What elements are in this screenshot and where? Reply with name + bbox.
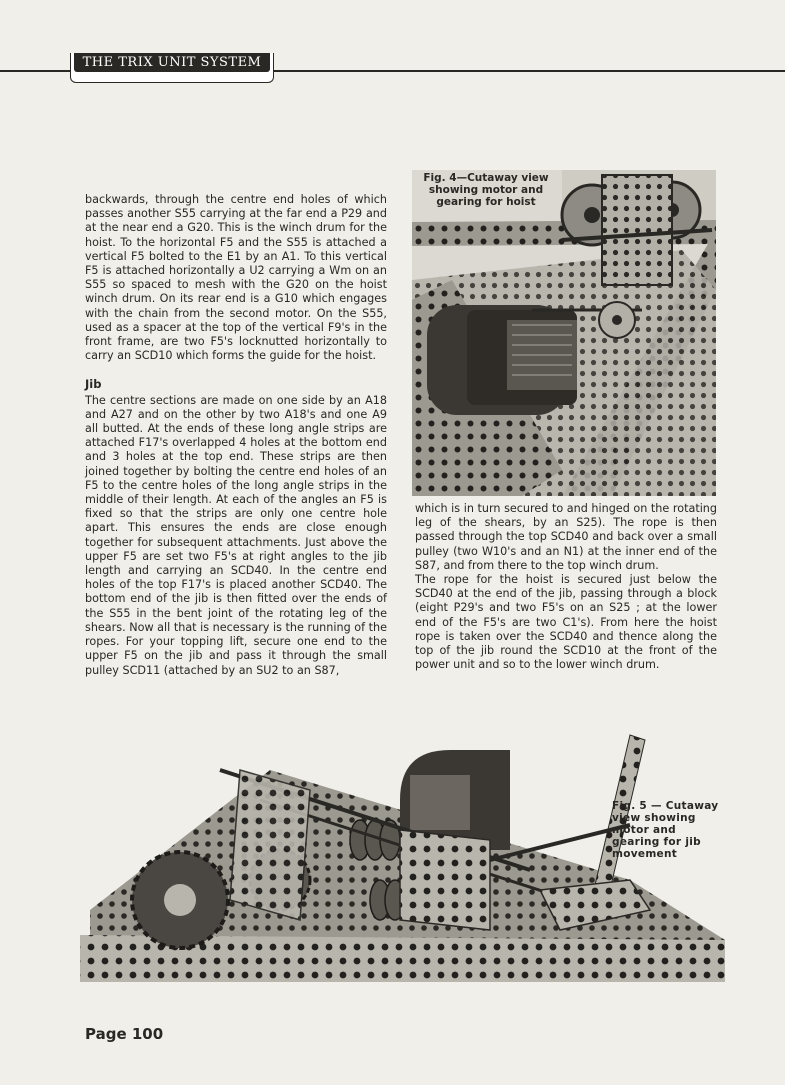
figure-4-photo [412,170,716,496]
section-heading: Jib [85,377,102,392]
figure-5-photo [70,730,730,992]
body-paragraph: which is in turn secured to and hinged on the rotating leg of the shears, by an S25). The rope is then passed through the top SCD40 and back over a small pulley (two W10's and an N1) at the inner end of the S87, and from there to the top winch drum. [415,502,717,572]
body-paragraph: backwards, through the centre end holes of which passes another S55 carrying at the far end a P29 and at the near end a G20. This is the winch drum for the hoist. To the horizontal F5 and the S55 is attached a vertical F5 bolted to the E1 by an A1. To this vertical F5 is attached horizontally a U2 carrying a Wm on an S55 so spaced to mesh with the G20 on the hoist winch drum. On its rear end is a G10 which engages with the chain from the second motor. On the S55, used as a spacer at the top of the vertical F9's in the front frame, are two F5's locknutted horizontally to carry an SCD10 which forms the guide for the hoist. [85,193,387,363]
body-paragraph: The rope for the hoist is secured just below the SCD40 at the end of the jib, passing through a block (eight P29's and two F5's on an S25 ; at the lower end of the F5's are two C1's). From here the hoist rope is taken over the SCD40 and thence along the top of the jib round the SCD10 at the front of the power unit and so to the lower winch drum. [415,573,717,672]
left-column [85,193,387,678]
body-paragraph: The centre sections are made on one side by an A18 and A27 and on the other by two A18's and one A9 all butted. At the ends of these long angle strips are attached F17's overlapped 4 holes at the bottom end and 3 holes at the top end. These strips are then joined together by bolting the centre end holes of an F5 to the centre holes of the long angle strips in the middle of their length. At each of the angles an F5 is fixed so that the strips are only one centre hole apart. This ensures the ends are close enough together for subsequent attachments. Just above the upper F5 are set two F5's at right angles to the jib length and carrying an SCD40. In the centre end holes of the top F17's is placed another SCD40. The bottom end of the jib is then fitted over the ends of the S55 in the bent joint of the rotating leg of the shears. Now all that is necessary is the running of the ropes. For your topping lift, secure one end to the upper F5 on the jib and pass it through the small pulley SCD11 (attached by an SU2 to an S87, [85,393,387,677]
right-column [415,502,717,672]
page-number: Page 100 [85,1025,164,1043]
header-title: THE TRIX UNIT SYSTEM [82,55,262,70]
header-tab-band [74,53,270,72]
figure-4-caption: Fig. 4—Cutaway view showing motor and gearing for hoist [423,172,549,208]
figure-5-caption: Fig. 5 — Cutaway view showing motor and gearing for jib movement [612,800,719,860]
header-tab [70,53,274,83]
